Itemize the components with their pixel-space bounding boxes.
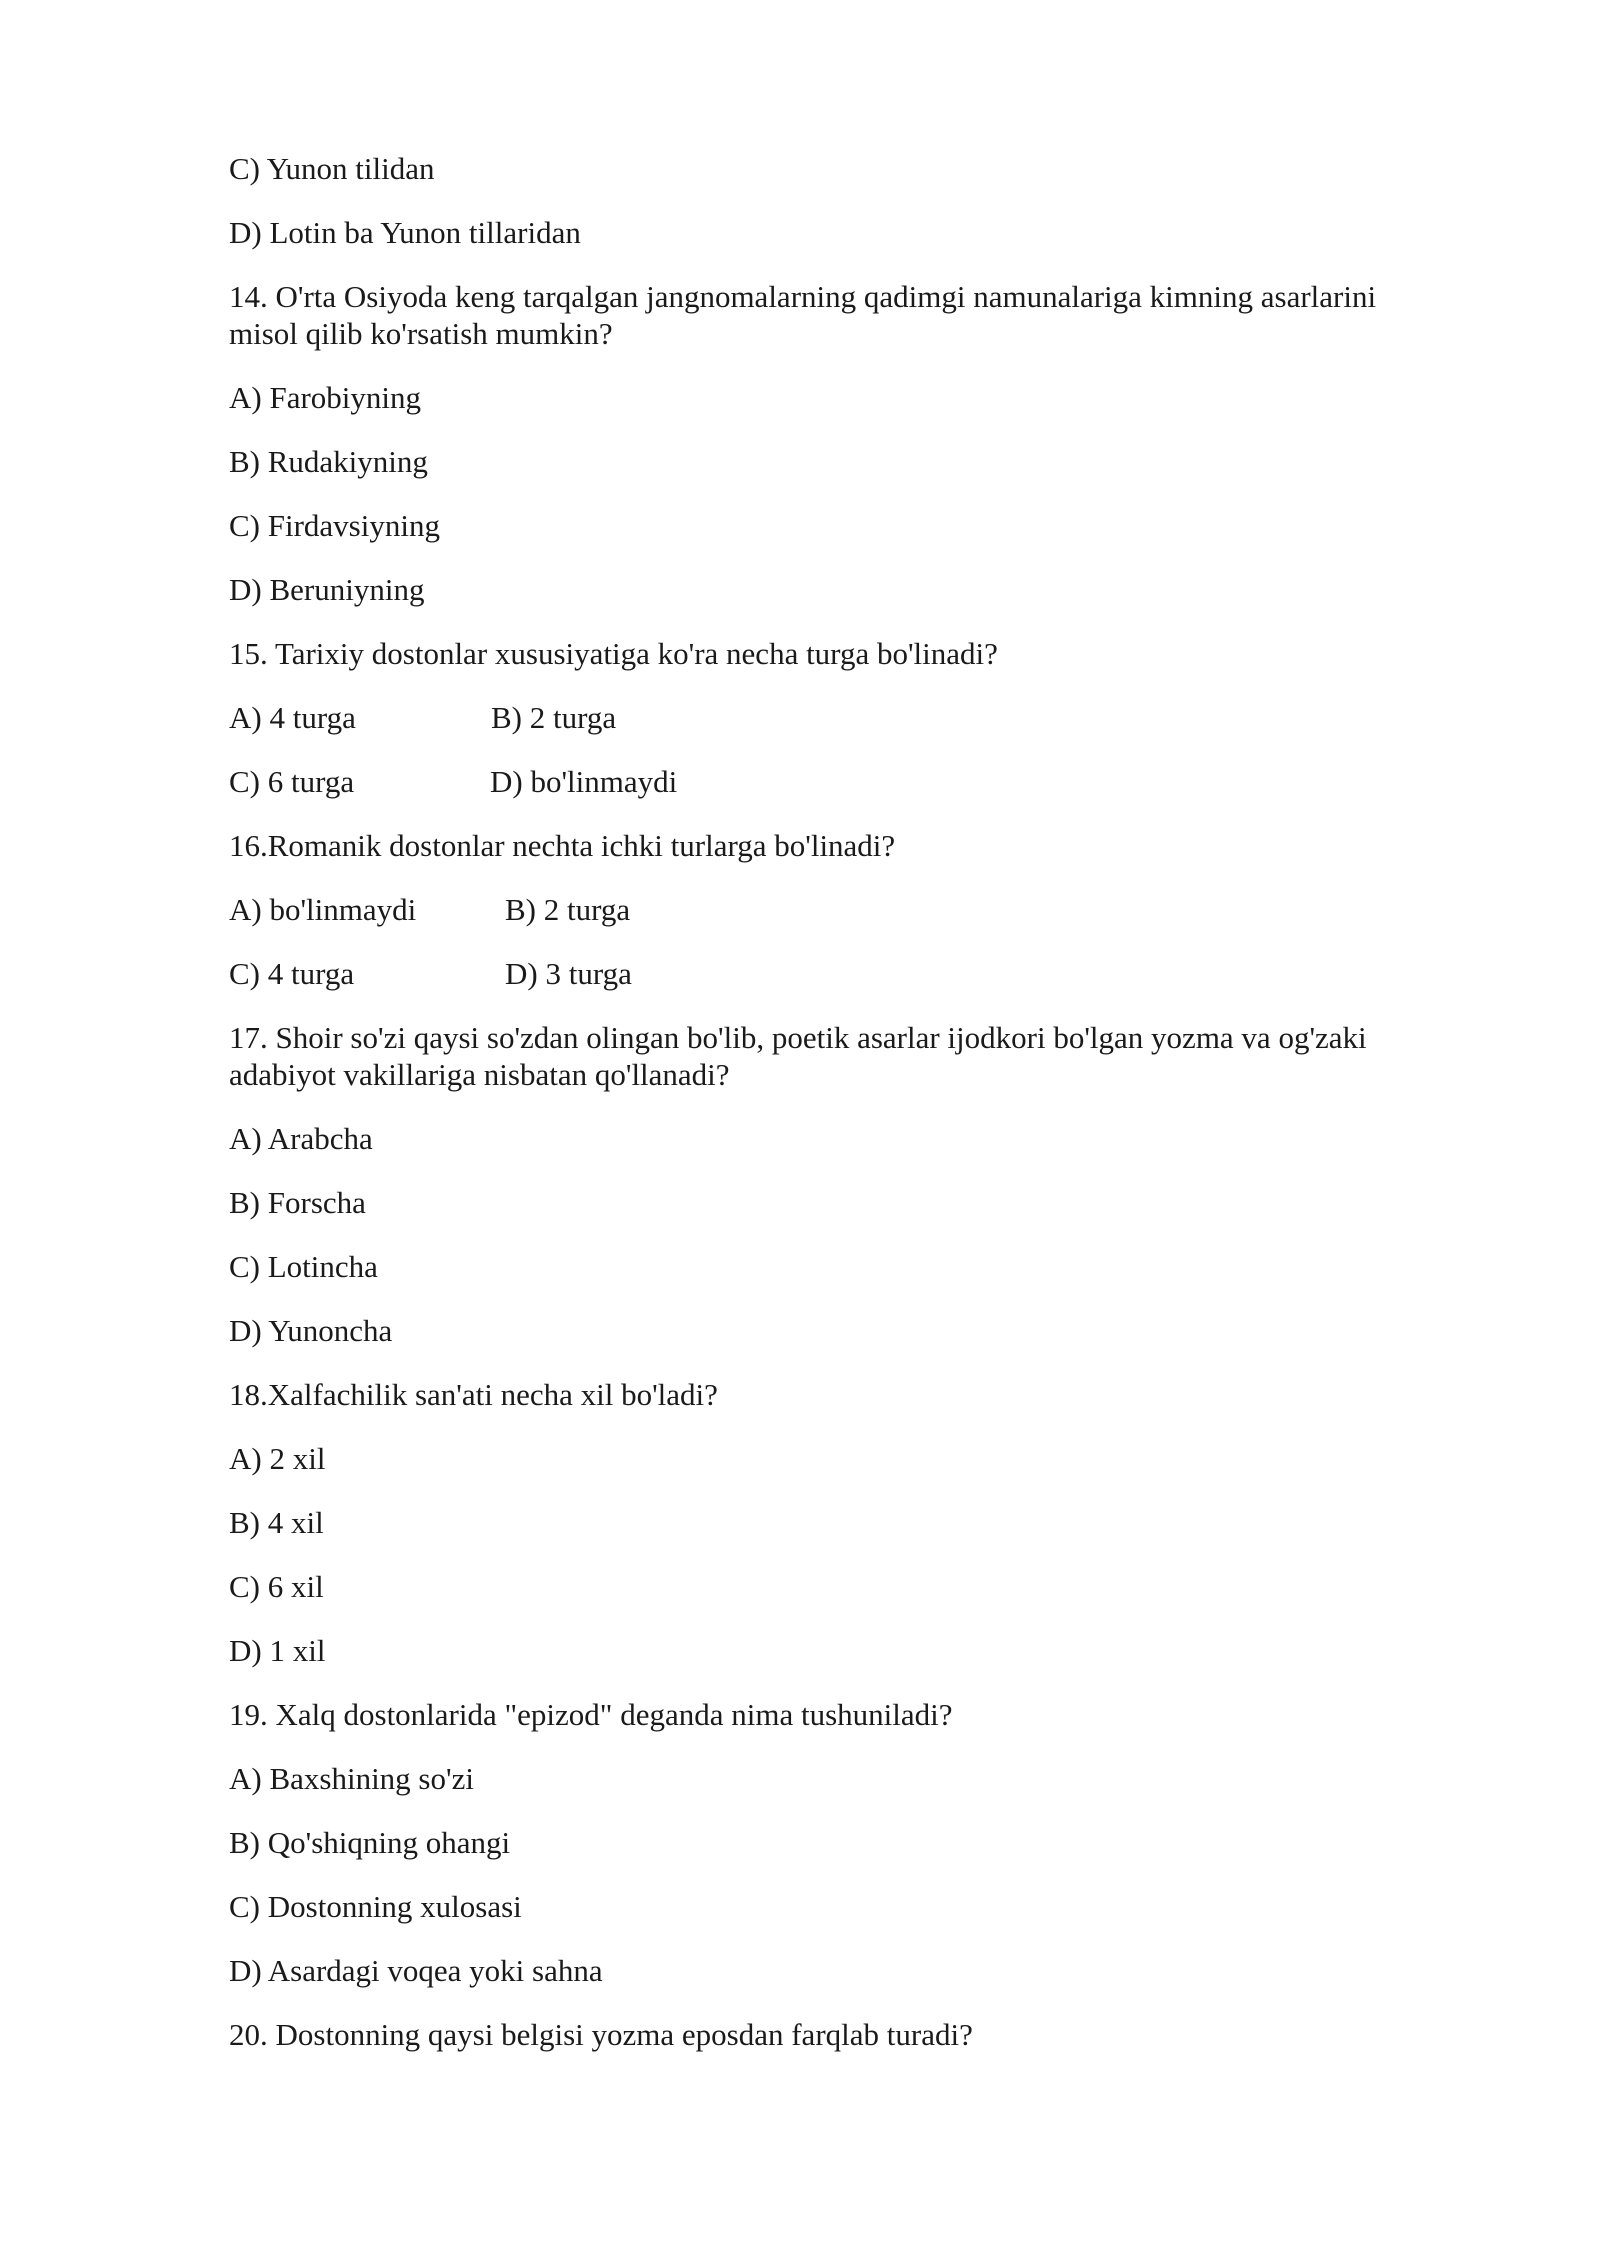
q19-option-c: C) Dostonning xulosasi: [229, 1889, 522, 1924]
q17-option-a: A) Arabcha: [229, 1121, 373, 1156]
q15-options-row-2: [229, 763, 1459, 800]
q14-option-d: D) Beruniyning: [229, 572, 425, 607]
q17-option-d: D) Yunoncha: [229, 1313, 393, 1348]
q17-option-b: B) Forscha: [229, 1185, 366, 1220]
document-page: [229, 150, 1459, 2080]
q15-option-a: A) 4 turga: [229, 700, 356, 735]
q14-option-a: A) Farobiyning: [229, 380, 422, 415]
question-14-line-2: misol qilib ko'rsatish mumkin?: [229, 316, 613, 351]
question-17: [229, 1019, 1459, 1093]
q15-options-row-1: [229, 699, 1459, 736]
question-17-line-2: adabiyot vakillariga nisbatan qo'llanadi?: [229, 1057, 730, 1092]
question-14-line-1: 14. O'rta Osiyoda keng tarqalgan jangnomalarning qadimgi namunalariga kimning asarlarini: [229, 279, 1377, 314]
q15-option-d: D) bo'linmaydi: [490, 764, 678, 799]
option-c-q13: C) Yunon tilidan: [229, 151, 435, 186]
q17-option-c: C) Lotincha: [229, 1249, 378, 1284]
q16-option-d: D) 3 turga: [505, 956, 632, 991]
q18-option-a: A) 2 xil: [229, 1441, 326, 1476]
q16-option-b: B) 2 turga: [505, 892, 631, 927]
question-18: 18.Xalfachilik san'ati necha xil bo'ladi?: [229, 1377, 718, 1412]
question-15: 15. Tarixiy dostonlar xususiyatiga ko'ra necha turga bo'linadi?: [229, 636, 998, 671]
option-d-q13: D) Lotin ba Yunon tillaridan: [229, 215, 581, 250]
q16-option-c: C) 4 turga: [229, 956, 355, 991]
q18-option-d: D) 1 xil: [229, 1633, 326, 1668]
question-14: [229, 278, 1459, 352]
q16-option-a: A) bo'linmaydi: [229, 892, 417, 927]
q16-options-row-1: [229, 891, 1459, 928]
q14-option-c: C) Firdavsiyning: [229, 508, 440, 543]
q19-option-d: D) Asardagi voqea yoki sahna: [229, 1953, 603, 1988]
q14-option-b: B) Rudakiyning: [229, 444, 428, 479]
q16-options-row-2: [229, 955, 1459, 992]
q19-option-b: B) Qo'shiqning ohangi: [229, 1825, 511, 1860]
question-20: 20. Dostonning qaysi belgisi yozma eposdan farqlab turadi?: [229, 2017, 973, 2052]
q19-option-a: A) Baxshining so'zi: [229, 1761, 474, 1796]
question-17-line-1: 17. Shoir so'zi qaysi so'zdan olingan bo'lib, poetik asarlar ijodkori bo'lgan yozma va og'zaki: [229, 1020, 1367, 1055]
question-16: 16.Romanik dostonlar nechta ichki turlarga bo'linadi?: [229, 828, 896, 863]
q18-option-c: C) 6 xil: [229, 1569, 324, 1604]
q18-option-b: B) 4 xil: [229, 1505, 324, 1540]
q15-option-b: B) 2 turga: [491, 700, 617, 735]
q15-option-c: C) 6 turga: [229, 764, 355, 799]
question-19: 19. Xalq dostonlarida "epizod" deganda nima tushuniladi?: [229, 1697, 953, 1732]
